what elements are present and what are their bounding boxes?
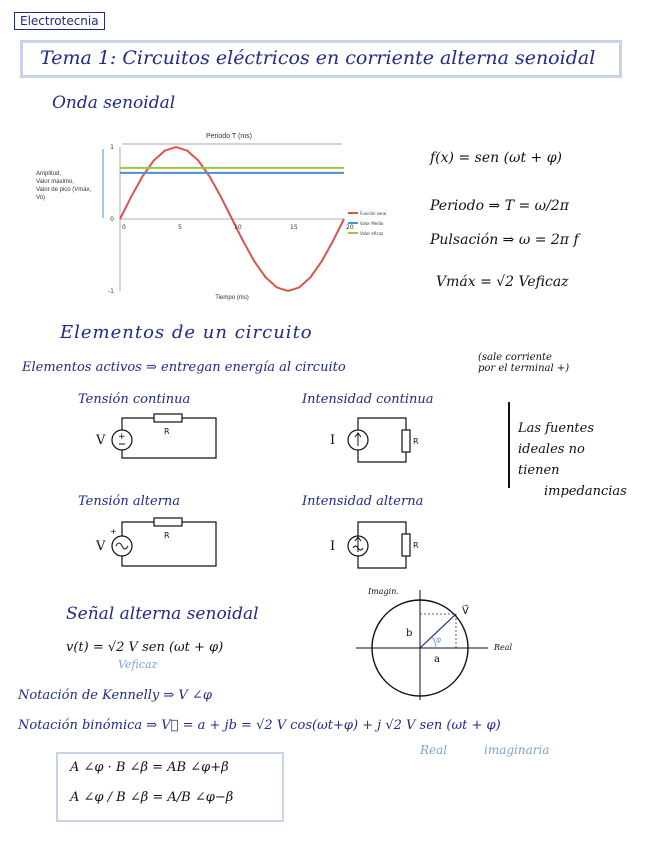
legend-label: Función seno <box>360 211 387 216</box>
y-tick-label: 1 <box>110 144 114 151</box>
notacion-binomica: Notación binómica ⇒ V⃗ = a + jb = √2 V cos(ωt+φ) + j √2 V sen (ωt + φ) <box>18 718 501 733</box>
section-heading-senal: Señal alterna senoidal <box>66 604 259 624</box>
resistor-label: R <box>413 437 419 446</box>
resistor-icon <box>402 430 410 452</box>
section-heading-elementos: Elementos de un circuito <box>60 322 313 343</box>
source-symbol-v: V <box>96 539 106 554</box>
circuit-intensidad-continua <box>330 410 430 470</box>
svg-text:+: + <box>110 527 117 536</box>
formula-division: A ∠φ / B ∠β = A/B ∠φ−β <box>70 790 234 805</box>
chart-xlabel: Tiempo (ms) <box>215 295 249 301</box>
resistor-icon <box>402 534 410 556</box>
page-title: Tema 1: Circuitos eléctricos en corriente alterna senoidal <box>40 47 596 69</box>
resistor-icon <box>154 414 182 422</box>
sine-wave-chart <box>34 125 387 305</box>
y-tick-label: 0 <box>110 216 114 223</box>
bracket-line <box>508 402 510 488</box>
formula-multiplication: A ∠φ · B ∠β = AB ∠φ+β <box>70 760 229 775</box>
notacion-kennelly: Notación de Kennelly ⇒ V ∠φ <box>18 688 212 703</box>
formula-periodo: Periodo ⇒ T = ω/2π <box>430 198 569 214</box>
circuit-label-tension-continua: Tensión continua <box>78 392 191 407</box>
chart-ylabel-line: Valor de pico (Vmáx, <box>36 187 92 193</box>
chart-ylabel <box>36 171 92 201</box>
circuit-tension-continua <box>96 410 226 470</box>
real-part-label: Real <box>420 743 448 757</box>
formula-pulsacion: Pulsación ⇒ ω = 2π f <box>430 232 579 248</box>
phasor-v: V⃗ <box>462 606 469 617</box>
chart-ylabel-line: Amplitud, <box>36 171 62 177</box>
activos-note <box>478 352 569 374</box>
phasor-imag-label: Imagin. <box>368 587 399 596</box>
circuit-intensidad-alterna <box>330 512 430 578</box>
chart-title: Periodo T (ms) <box>205 133 253 140</box>
section-heading-onda: Onda senoidal <box>52 93 176 113</box>
phasor-b: b <box>406 628 413 639</box>
resistor-label: R <box>164 531 170 540</box>
note-line-2: por el terminal +) <box>478 363 570 374</box>
note-line-1: (sale corriente <box>478 352 552 363</box>
activos-text: Elementos activos ⇒ entregan energía al circuito <box>22 360 346 375</box>
source-symbol-i: I <box>330 433 336 448</box>
x-tick-label: 20 <box>346 224 354 231</box>
fuentes-line-3: tienen <box>518 463 560 478</box>
chart-ylabel-line: Valor máximo, <box>36 179 74 185</box>
subject-label: Electrotecnia <box>14 12 105 30</box>
circuit-label-tension-alterna: Tensión alterna <box>78 494 181 509</box>
formula-vt: v(t) = √2 V sen (ωt + φ) <box>66 640 224 655</box>
legend-label: Valor eficaz <box>360 231 384 236</box>
circuit-label-intensidad-continua: Intensidad continua <box>302 392 434 407</box>
phasor-real-label: Real <box>494 643 513 652</box>
resistor-label: R <box>164 427 170 436</box>
formula-sine: f(x) = sen (ωt + φ) <box>430 150 562 166</box>
phasor-diagram <box>338 584 538 704</box>
circuit-tension-alterna <box>96 512 226 578</box>
source-symbol-i: I <box>330 539 336 554</box>
fuentes-line-1: Las fuentes <box>518 421 595 436</box>
y-tick-label: -1 <box>108 288 114 295</box>
phasor-a: a <box>434 654 440 665</box>
fuentes-line-4: impedancias <box>544 484 627 499</box>
formula-vmax: Vmáx = √2 Veficaz <box>436 274 569 290</box>
source-symbol-v: V <box>96 433 106 448</box>
resistor-label: R <box>413 541 419 550</box>
svg-text:+: + <box>118 432 126 442</box>
imag-part-label: imaginaria <box>484 743 550 757</box>
x-tick-label: 10 <box>234 224 242 231</box>
resistor-icon <box>154 518 182 526</box>
x-tick-label: 0 <box>122 224 126 231</box>
x-tick-label: 5 <box>178 224 182 231</box>
legend-label: Valor Medio <box>360 221 384 226</box>
fuentes-line-2: ideales no <box>518 442 585 457</box>
chart-ylabel-line: Vo) <box>36 195 46 201</box>
veficaz-note: Veficaz <box>118 658 158 671</box>
x-tick-label: 15 <box>290 224 298 231</box>
fuentes-note <box>518 418 627 502</box>
circuit-label-intensidad-alterna: Intensidad alterna <box>302 494 424 509</box>
phasor-phi: φ <box>436 635 442 644</box>
